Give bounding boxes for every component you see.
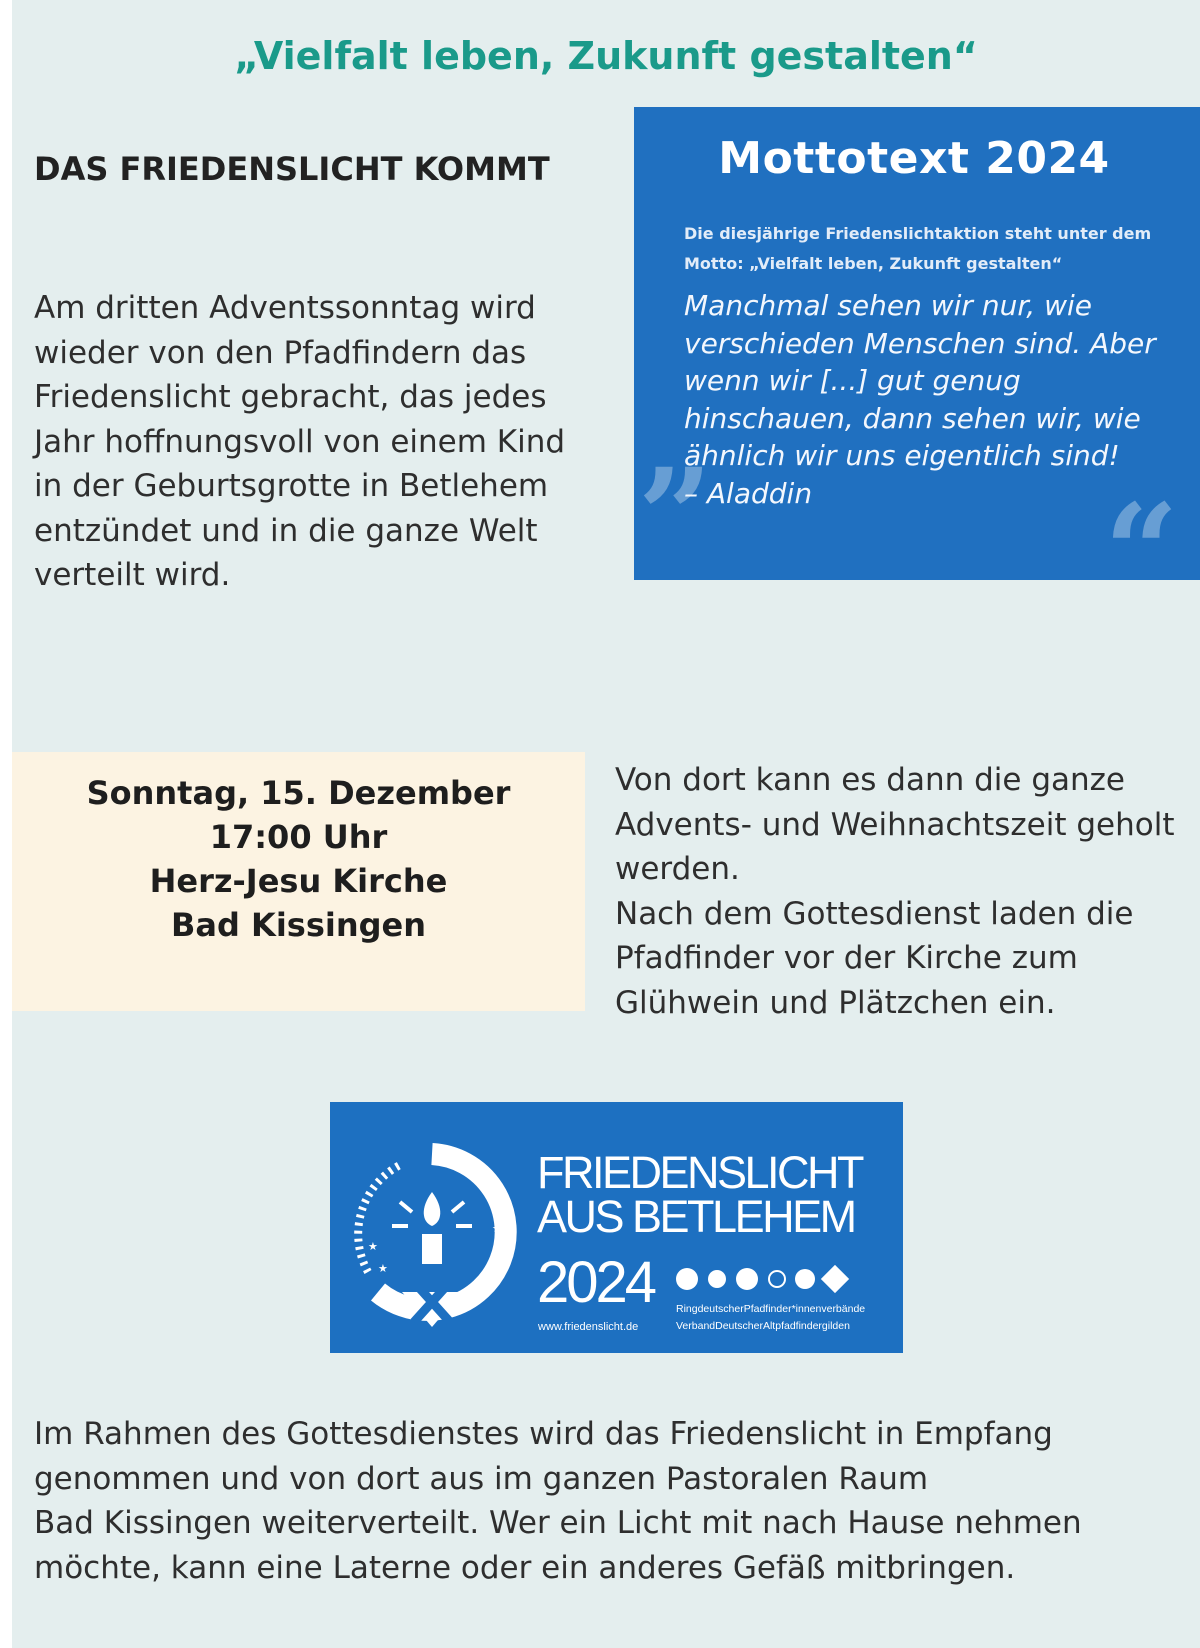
motto-box-title: Mottotext 2024 <box>718 133 1110 184</box>
event-info-box <box>12 752 585 1011</box>
svg-text:★: ★ <box>452 1158 462 1171</box>
event-time: 17:00 Uhr <box>209 818 388 856</box>
logo-org-2: VerbandDeutscherAltpfadfindergilden <box>676 1320 850 1332</box>
motto-box-lead: Die diesjährige Friedenslichtaktion steht unter dem Motto: „Vielfalt leben, Zukunft gestalten“ <box>684 224 1152 273</box>
logo-line-1: FRIEDENSLICHT <box>537 1147 863 1198</box>
after-event-paragraph <box>615 758 1185 1025</box>
closing-text-1: Im Rahmen des Gottesdienstes wird das Friedenslicht in Empfang genommen und von dort aus im ganzen Pastoralen Raum <box>34 1416 1053 1497</box>
closing-paragraph <box>34 1412 1184 1590</box>
closing-text-2: Bad Kissingen weiterverteilt. Wer ein Licht mit nach Hause nehmen möchte, kann eine Laterne oder ein anderes Gefäß mitbringen. <box>34 1505 1082 1586</box>
svg-text:★: ★ <box>378 1262 388 1275</box>
logo-year: 2024 <box>537 1250 655 1315</box>
event-city: Bad Kissingen <box>170 906 427 944</box>
logo-url: www.friedenslicht.de <box>538 1321 639 1333</box>
logo-line-2: AUS BETLEHEM <box>537 1191 855 1242</box>
motto-heading: „Vielfalt leben, Zukunft gestalten“ <box>234 34 978 78</box>
intro-paragraph: Am dritten Adventssonntag wird wieder von den Pfadfindern das Friedenslicht gebracht, das jedes Jahr hoffnungsvoll von einem Kind in der Geburtsgrotte in Betlehem entzündet und in die ganze Welt verteilt wird. <box>34 290 566 593</box>
article-title: DAS FRIEDENSLICHT KOMMT <box>34 150 550 188</box>
after-event-text: Von dort kann es dann die ganze Advents- und Weihnachtszeit geholt werden. <box>615 762 1175 887</box>
event-date: Sonntag, 15. Dezember <box>86 774 511 812</box>
svg-text:★: ★ <box>482 1180 492 1193</box>
quote-open-icon: „ <box>640 365 715 518</box>
after-event-text-2: Nach dem Gottesdienst laden die Pfadfinder vor der Kirche zum Glühwein und Plätzchen ein. <box>615 895 1134 1021</box>
motto-quote-author: – Aladdin <box>684 476 813 510</box>
friedenslicht-emblem-icon <box>342 1142 522 1332</box>
motto-quote-text: Manchmal sehen wir nur, wie verschieden Menschen sind. Aber wenn wir [...] gut genug hinschauen, dann sehen wir, wie ähnlich wir uns eigentlich sind! <box>684 289 1156 472</box>
page <box>12 0 1200 1648</box>
logo-org-1: RingdeutscherPfadfinder*innenverbände <box>676 1303 866 1315</box>
svg-text:★: ★ <box>368 1240 378 1253</box>
friedenslicht-logo <box>330 1102 903 1353</box>
svg-text:★: ★ <box>492 1222 502 1235</box>
motto-quote <box>684 287 1184 512</box>
motto-text-box <box>634 107 1200 580</box>
event-location: Herz-Jesu Kirche <box>149 862 448 900</box>
scout-emblems-icon <box>675 1265 875 1295</box>
quote-close-icon: “ <box>1104 475 1179 580</box>
